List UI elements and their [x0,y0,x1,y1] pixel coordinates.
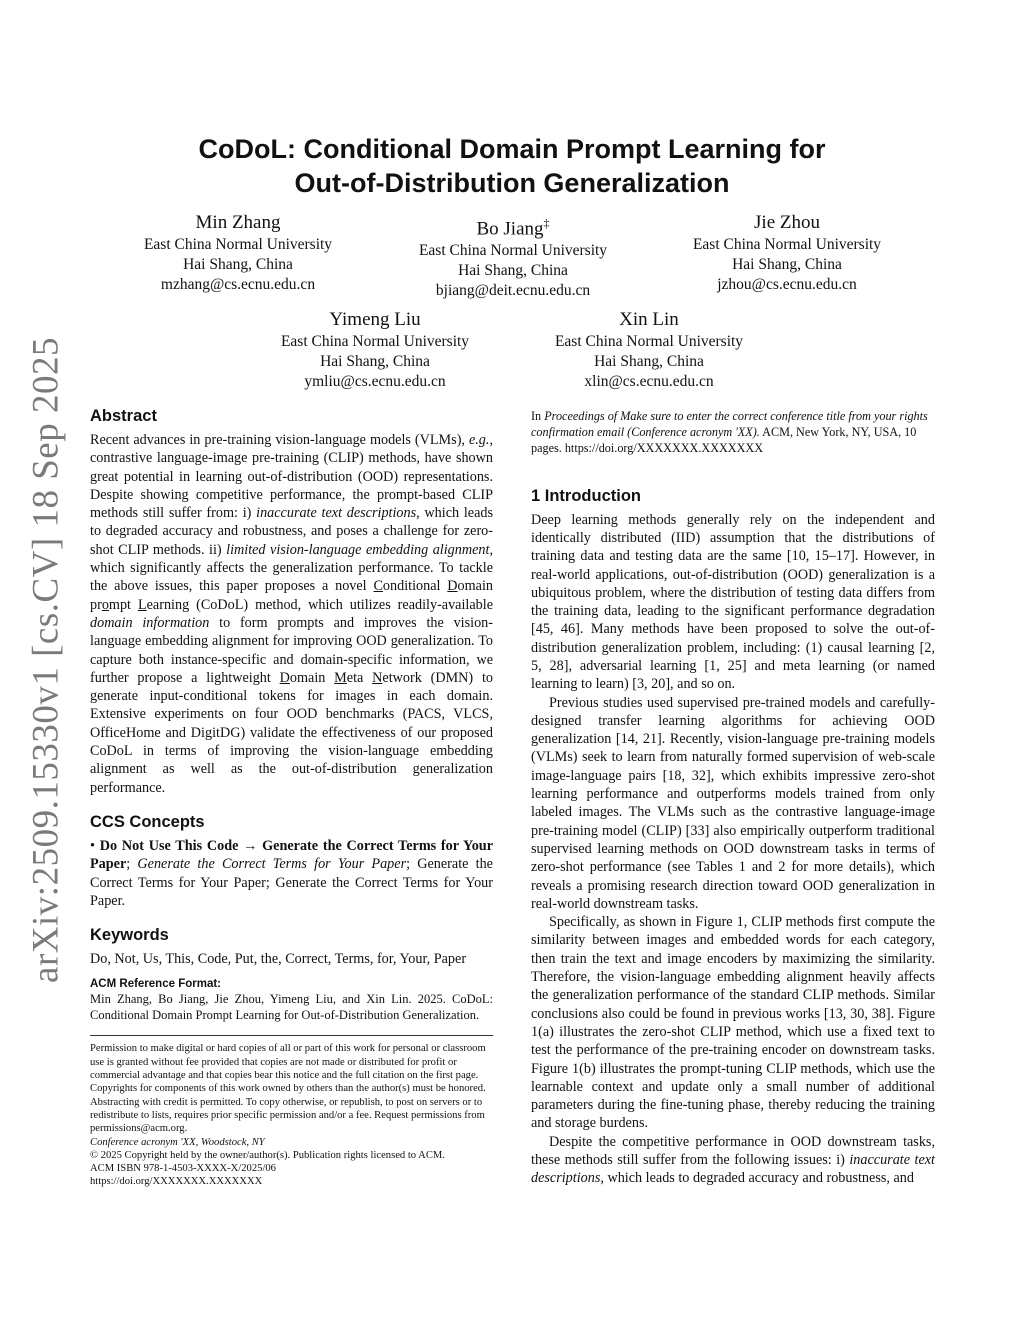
author-affiliation: East China Normal University [143,236,333,253]
doi-link[interactable]: https://doi.org/XXXXXXX.XXXXXXX [90,1176,263,1188]
abstract-heading: Abstract [90,407,157,425]
author-block [383,211,643,301]
author-location: Hai Shang, China [320,353,430,370]
author-name: Yimeng Liu [329,309,421,330]
author-location: Hai Shang, China [183,256,293,273]
author-email: bjiang@deit.ecnu.edu.cn [435,282,591,300]
author-block [245,308,505,392]
intro-paragraph: Despite the competitive performance in OOD downstream tasks, these methods still suffer from the following issues: i) inaccurate text descriptions, which leads to degraded accuracy and robustness, and [531,1133,935,1187]
ccs-text: • Do Not Use This Code → Generate the Correct Terms for Your Paper; Generate the Correct Terms for Your Paper; Generate the Correct Terms for Your Paper; Generate the Correct Terms for Your Paper. [90,837,493,909]
author-email: xlin@cs.ecnu.edu.cn [584,373,714,390]
intro-paragraph: Previous studies used supervised pre-trained models and carefully-designed transfer learning algorithms for achieving OOD generalization [14, 21]. Recently, vision-language pre-training models (VLMs) seek to learn from naturally formed supervision of web-scale image-language pairs [18, 32], which exhibits impressive zero-shot learning performance and outperforms models trained from only labeled images. The VLMs such as the contrastive language-image pre-training model (CLIP) [33] also empirically outperform traditional supervised learning methods on OOD downstream tasks in terms of zero-shot performance (see Tables 1 and 2 for more details), which reveals a promising research direction toward OOD generalization in real-world downstream tasks. [531,694,935,912]
footnote-divider [90,1035,493,1036]
right-column [531,408,935,1188]
corresponding-mark: ‡ [543,216,550,230]
author-location: Hai Shang, China [732,256,842,273]
author-email: jzhou@cs.ecnu.edu.cn [717,276,857,293]
intro-paragraph: Deep learning methods generally rely on the independent and identically distributed (IID) assumption that the distributions of training data and testing data are the same [10, 15–17]. However, in real-world applications, out-of-distribution (OOD) generalization is a ubiquitous problem, where the distribution of testing data differs from the training data, leading to the significant performance degradation [45, 46]. Many methods have been proposed to solve the out-of-distribution generalization problem, including: (1) causal learning [2, 5, 28], adversarial learning [1, 25] and meta learning (or named learning to learn) [3, 20], and so on. [531,511,935,693]
paper-title [100,132,924,200]
author-affiliation: East China Normal University [280,333,470,350]
intro-paragraph: Specifically, as shown in Figure 1, CLIP methods first compute the similarity between images and embedded words for each category, then train the text and image encoders by maximizing the similarity. Therefore, the vision-language embedding alignment heavily affects the generalization performance of the standard CLIP methods. Similar conclusions also could be found in previous works [13, 30, 38]. Figure 1(a) illustrates the zero-shot CLIP method, which use a fixed text to test the performance of the pre-training encoder on downstream tasks. Figure 1(b) illustrates the prompt-tuning CLIP methods, which use the learnable context and update only a small number of additional parameters during the fine-tuning phase, thereby reducing the training and storage burdens. [531,914,935,1132]
arxiv-id-text: arXiv:2509.15330v1 [cs.CV] 18 Sep 2025 [25,337,67,983]
author-affiliation: East China Normal University [554,333,744,350]
isbn-line: ACM ISBN 978-1-4503-XXXX-X/2025/06 [90,1163,276,1175]
copyright-line: © 2025 Copyright held by the owner/author(s). Publication rights licensed to ACM. [90,1149,445,1161]
proceedings-note: In Proceedings of Make sure to enter the correct conference title from your rights confirmation email (Conference acronym 'XX). ACM, New York, NY, USA, 10 pages. https://doi.org/XXXXXXX.XXXXXXX [531,409,928,456]
keywords-heading: Keywords [90,926,169,945]
acm-reference-heading: ACM Reference Format: [90,978,221,991]
acm-reference-text: Min Zhang, Bo Jiang, Jie Zhou, Yimeng Liu, and Xin Lin. 2025. CoDoL: Conditional Domain Prompt Learning for Out-of-Distribution Generalization. [90,992,493,1022]
title-line-1: CoDoL: Conditional Domain Prompt Learning for [198,134,826,164]
author-block [519,308,779,392]
author-block [657,211,917,295]
author-affiliation: East China Normal University [418,242,608,260]
left-column [90,405,493,1189]
introduction-heading: 1 Introduction [531,486,641,505]
author-location: Hai Shang, China [458,262,568,280]
author-email: mzhang@cs.ecnu.edu.cn [160,276,316,293]
author-name: Bo Jiang [476,218,544,240]
abstract-text: Recent advances in pre-training vision-language models (VLMs), e.g., contrastive language-image pre-training (CLIP) methods, have shown great potential in learning out-of-distribution (OOD) representations. Despite showing competitive performance, the prompt-based CLIP methods still suffer from: i) inaccurate text descriptions, which leads to degraded accuracy and robustness, and poses a challenge for zero-shot CLIP methods. ii) limited vision-language embedding alignment, which significantly affects the generalization performance. To tackle the above issues, this paper proposes a novel Conditional Domain prompt Learning (CoDoL) method, which utilizes readily-available domain information to form prompts and improves the vision-language embedding alignment for improving OOD generalization. To capture both instance-specific and domain-specific information, we further propose a lightweight Domain Meta Network (DMN) to generate input-conditional tokens for images in each domain. Extensive experiments on four OOD benchmarks (PACS, VLCS, OfficeHome and DigitDG) validate the effectiveness of our proposed CoDoL in terms of improving the vision-language embedding alignment as well as the out-of-distribution generalization performance. [90,432,493,796]
keywords-text: Do, Not, Us, This, Code, Put, the, Correct, Terms, for, Your, Paper [90,951,467,968]
conference-line: Conference acronym 'XX, Woodstock, NY [90,1136,265,1148]
ccs-heading: CCS Concepts [90,812,205,831]
author-affiliation: East China Normal University [692,236,882,253]
author-name: Min Zhang [195,212,281,233]
permission-notice: Permission to make digital or hard copies of all or part of this work for personal or classroom use is granted without fee provided that copies are not made or distributed for profit or commercial advantage and that copies bear this notice and the full citation on the first page. Copyrights for components of this work owned by others than the author(s) must be honored. Abstracting with credit is permitted. To copy otherwise, or republish, to post on servers or to redistribute to lists, requires prior specific permission and/or a fee. Request permissions from permissions@acm.org. [90,1043,486,1135]
author-location: Hai Shang, China [594,353,704,370]
author-email: ymliu@cs.ecnu.edu.cn [304,373,446,390]
author-block [108,211,368,295]
author-name: Jie Zhou [754,212,820,233]
title-line-2: Out-of-Distribution Generalization [294,168,730,198]
author-name: Xin Lin [619,309,679,330]
